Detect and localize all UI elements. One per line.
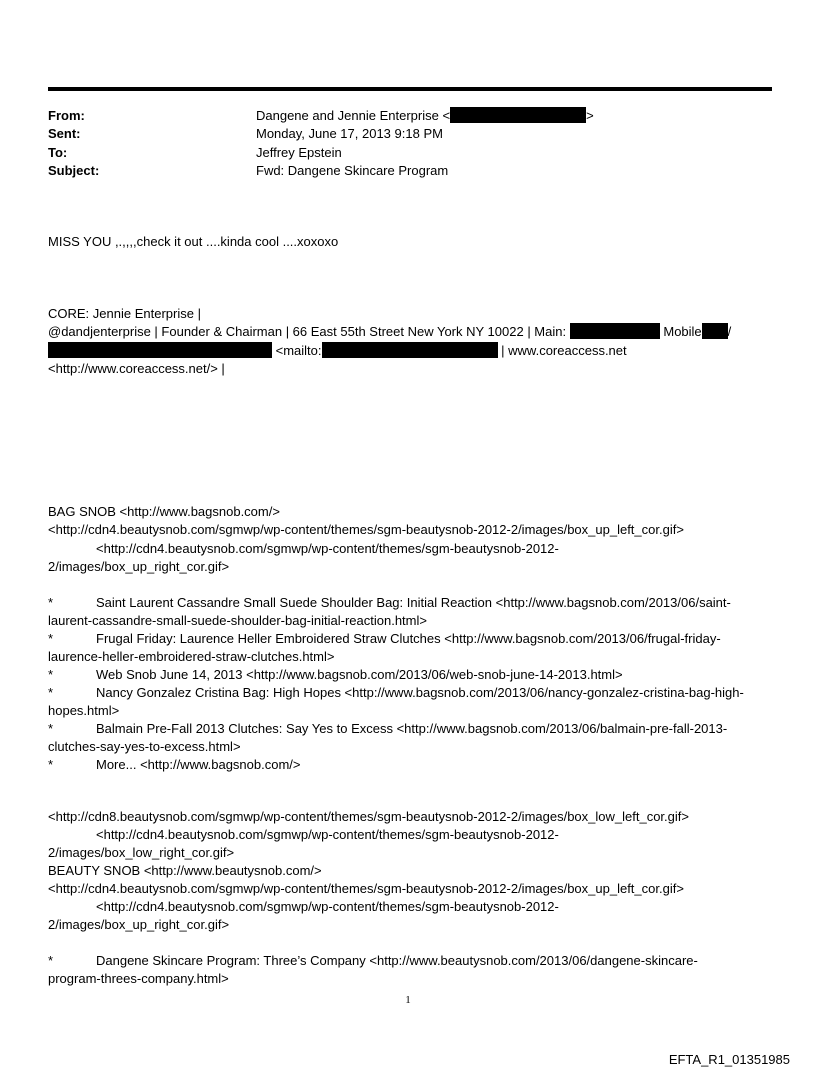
- beautysnob-line-4: BEAUTY SNOB <http://www.beautysnob.com/>: [48, 863, 322, 878]
- document-id: EFTA_R1_01351985: [668, 1052, 790, 1067]
- redaction-box: [450, 107, 586, 123]
- beautysnob-line-5: <http://cdn4.beautysnob.com/sgmwp/wp-content/themes/sgm-beautysnob-2012-2/images/box_up_left_cor.gif>: [48, 881, 684, 896]
- list-item: * Saint Laurent Cassandre Small Suede Shoulder Bag: Initial Reaction <http://www.bagsnob.com/2013/06/saint-: [48, 595, 731, 610]
- bagsnob-line-1: BAG SNOB <http://www.bagsnob.com/>: [48, 504, 280, 519]
- redaction-box: [322, 342, 498, 358]
- signature-line-1: CORE: Jennie Enterprise |: [48, 306, 201, 321]
- list-item: * Nancy Gonzalez Cristina Bag: High Hopes <http://www.bagsnob.com/2013/06/nancy-gonzalez-cristina-bag-high-: [48, 685, 744, 700]
- beautysnob-line-6: <http://cdn4.beautysnob.com/sgmwp/wp-content/themes/sgm-beautysnob-2012-: [96, 899, 559, 914]
- to-label: To:: [48, 145, 68, 160]
- subject-value: Fwd: Dangene Skincare Program: [256, 163, 449, 178]
- list-item-cont: program-threes-company.html>: [48, 971, 229, 986]
- from-label: From:: [48, 108, 85, 123]
- signature-line-4: <http://www.coreaccess.net/> |: [48, 361, 225, 376]
- beautysnob-line-1: <http://cdn8.beautysnob.com/sgmwp/wp-content/themes/sgm-beautysnob-2012-2/images/box_low_left_cor.gif>: [48, 809, 689, 824]
- to-value: Jeffrey Epstein: [256, 145, 342, 160]
- redaction-box: [570, 323, 660, 339]
- signature-line-3: <mailto: | www.coreaccess.net: [48, 342, 627, 360]
- redaction-box: [702, 323, 728, 339]
- bagsnob-line-4: 2/images/box_up_right_cor.gif>: [48, 559, 230, 574]
- signature-line-2: @dandjenterprise | Founder & Chairman | 66 East 55th Street New York NY 10022 | Main: Mobile /: [48, 324, 732, 339]
- list-item: * Web Snob June 14, 2013 <http://www.bagsnob.com/2013/06/web-snob-june-14-2013.html>: [48, 667, 623, 682]
- beautysnob-line-2: <http://cdn4.beautysnob.com/sgmwp/wp-content/themes/sgm-beautysnob-2012-: [96, 827, 559, 842]
- list-item: * Frugal Friday: Laurence Heller Embroidered Straw Clutches <http://www.bagsnob.com/2013/06/frugal-friday-: [48, 631, 721, 646]
- list-item-cont: clutches-say-yes-to-excess.html>: [48, 739, 241, 754]
- greeting-text: MISS YOU ,.,,,,check it out ....kinda cool ....xoxoxo: [48, 234, 339, 249]
- bagsnob-line-2: <http://cdn4.beautysnob.com/sgmwp/wp-content/themes/sgm-beautysnob-2012-2/images/box_up_left_cor.gif>: [48, 522, 684, 537]
- list-item: * More... <http://www.bagsnob.com/>: [48, 757, 301, 772]
- list-item: * Balmain Pre-Fall 2013 Clutches: Say Yes to Excess <http://www.bagsnob.com/2013/06/balmain-pre-fall-2013-: [48, 721, 728, 736]
- list-item-cont: laurence-heller-embroidered-straw-clutches.html>: [48, 649, 335, 664]
- list-item-cont: laurent-cassandre-small-suede-shoulder-bag-initial-reaction.html>: [48, 613, 427, 628]
- list-item-cont: hopes.html>: [48, 703, 120, 718]
- subject-label: Subject:: [48, 163, 100, 178]
- sent-value: Monday, June 17, 2013 9:18 PM: [256, 126, 443, 141]
- sent-label: Sent:: [48, 126, 81, 141]
- from-value: Dangene and Jennie Enterprise < >: [256, 108, 594, 123]
- beautysnob-line-7: 2/images/box_up_right_cor.gif>: [48, 917, 230, 932]
- page-number: 1: [405, 994, 411, 1006]
- list-item: * Dangene Skincare Program: Three’s Company <http://www.beautysnob.com/2013/06/dangene-skincare-: [48, 953, 698, 968]
- redaction-box: [48, 342, 272, 358]
- beautysnob-line-3: 2/images/box_low_right_cor.gif>: [48, 845, 235, 860]
- header-rule: [48, 87, 772, 91]
- bagsnob-line-3: <http://cdn4.beautysnob.com/sgmwp/wp-content/themes/sgm-beautysnob-2012-: [96, 541, 559, 556]
